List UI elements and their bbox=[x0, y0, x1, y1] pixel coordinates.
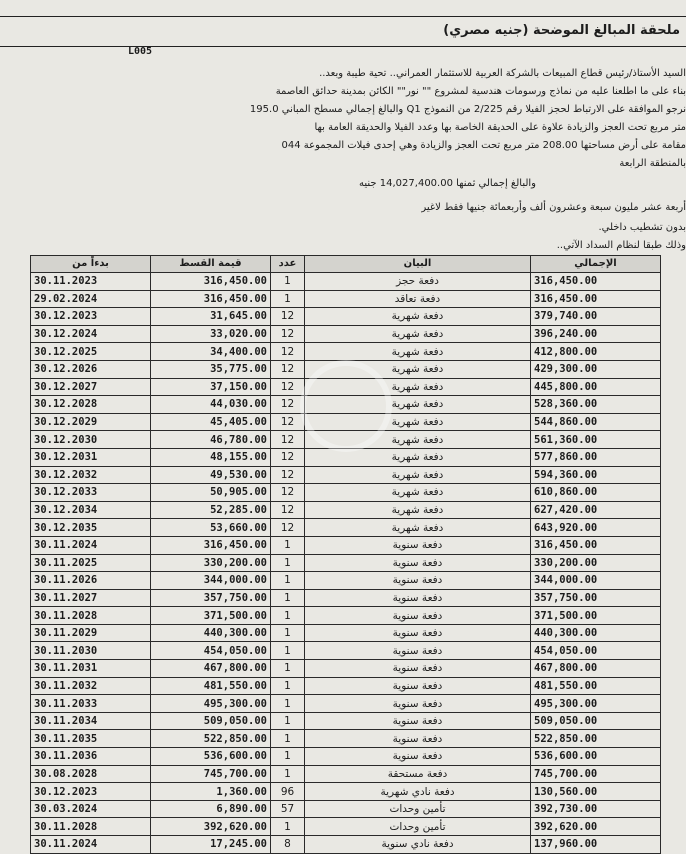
row-total: 330,200.00 bbox=[531, 554, 661, 572]
row-count: 1 bbox=[271, 624, 305, 642]
row-installment: 17,245.00 bbox=[151, 836, 271, 854]
row-count: 12 bbox=[271, 343, 305, 361]
row-installment: 50,905.00 bbox=[151, 484, 271, 502]
row-count: 1 bbox=[271, 765, 305, 783]
table-row bbox=[31, 748, 661, 766]
row-total: 371,500.00 bbox=[531, 607, 661, 625]
row-installment: 467,800.00 bbox=[151, 660, 271, 678]
row-installment: 1,360.00 bbox=[151, 783, 271, 801]
row-description: دفعة شهرية bbox=[305, 501, 531, 519]
table-row bbox=[31, 501, 661, 519]
table-row bbox=[31, 589, 661, 607]
row-count: 12 bbox=[271, 378, 305, 396]
row-total: 610,860.00 bbox=[531, 484, 661, 502]
row-total: 316,450.00 bbox=[531, 273, 661, 291]
row-installment: 330,200.00 bbox=[151, 554, 271, 572]
text-line-7: والبالغ إجمالي ثمنها 14,027,400.00 جنيه bbox=[359, 176, 536, 192]
row-installment: 33,020.00 bbox=[151, 325, 271, 343]
row-date: 30.11.2035 bbox=[31, 730, 151, 748]
row-description: دفعة سنوية bbox=[305, 554, 531, 572]
header-description: البيان bbox=[305, 256, 531, 273]
row-count: 1 bbox=[271, 748, 305, 766]
table-row bbox=[31, 783, 661, 801]
table-row bbox=[31, 308, 661, 326]
table-row bbox=[31, 818, 661, 836]
row-date: 30.11.2025 bbox=[31, 554, 151, 572]
row-total: 396,240.00 bbox=[531, 325, 661, 343]
watermark-circle bbox=[300, 360, 392, 452]
row-count: 1 bbox=[271, 290, 305, 308]
row-installment: 34,400.00 bbox=[151, 343, 271, 361]
row-count: 1 bbox=[271, 642, 305, 660]
row-count: 1 bbox=[271, 554, 305, 572]
row-description: دفعة مستحقة bbox=[305, 765, 531, 783]
document-title: ملحقة المبالغ الموضحة (جنيه مصري) bbox=[0, 16, 686, 46]
table-row bbox=[31, 325, 661, 343]
row-total: 316,450.00 bbox=[531, 536, 661, 554]
row-description: دفعة سنوية bbox=[305, 589, 531, 607]
table-row bbox=[31, 660, 661, 678]
text-line-9: بدون تشطيب داخلي. bbox=[598, 220, 686, 236]
row-description: دفعة سنوية bbox=[305, 607, 531, 625]
row-date: 30.12.2026 bbox=[31, 360, 151, 378]
table-row bbox=[31, 554, 661, 572]
row-installment: 536,600.00 bbox=[151, 748, 271, 766]
row-total: 594,360.00 bbox=[531, 466, 661, 484]
row-count: 1 bbox=[271, 273, 305, 291]
row-description: دفعة شهرية bbox=[305, 413, 531, 431]
row-installment: 6,890.00 bbox=[151, 800, 271, 818]
row-date: 30.12.2034 bbox=[31, 501, 151, 519]
text-line-8: أربعة عشر مليون سبعة وعشرون ألف وأربعمائة جنيها فقط لاغير bbox=[421, 200, 686, 216]
table-row bbox=[31, 290, 661, 308]
text-line-10: وذلك طبقا لنظام السداد الآتي.. bbox=[557, 238, 686, 254]
row-date: 30.12.2023 bbox=[31, 308, 151, 326]
row-description: دفعة سنوية bbox=[305, 712, 531, 730]
text-line-3: نرجو الموافقة على الارتباط لحجز الفيلا رقم 2/225 من النموذج Q1 والبالغ إجمالي مسطح المباني 195.0 bbox=[250, 102, 686, 118]
row-installment: 344,000.00 bbox=[151, 572, 271, 590]
row-date: 30.11.2026 bbox=[31, 572, 151, 590]
row-date: 30.12.2027 bbox=[31, 378, 151, 396]
row-total: 577,860.00 bbox=[531, 448, 661, 466]
row-count: 12 bbox=[271, 325, 305, 343]
row-total: 627,420.00 bbox=[531, 501, 661, 519]
row-count: 1 bbox=[271, 660, 305, 678]
header-total: الإجمالي bbox=[531, 256, 661, 273]
table-row bbox=[31, 800, 661, 818]
row-count: 12 bbox=[271, 466, 305, 484]
row-installment: 52,285.00 bbox=[151, 501, 271, 519]
text-line-5: مقامة على أرض مساحتها 208.00 متر مربع تحت العجز والزيادة وهي إحدى فيلات المجموعة 044 bbox=[281, 138, 686, 154]
row-date: 29.02.2024 bbox=[31, 290, 151, 308]
row-date: 30.03.2024 bbox=[31, 800, 151, 818]
row-description: دفعة سنوية bbox=[305, 624, 531, 642]
row-date: 30.12.2032 bbox=[31, 466, 151, 484]
row-installment: 316,450.00 bbox=[151, 536, 271, 554]
row-count: 1 bbox=[271, 572, 305, 590]
row-total: 643,920.00 bbox=[531, 519, 661, 537]
row-total: 357,750.00 bbox=[531, 589, 661, 607]
row-total: 392,620.00 bbox=[531, 818, 661, 836]
row-date: 30.11.2027 bbox=[31, 589, 151, 607]
row-total: 344,000.00 bbox=[531, 572, 661, 590]
header-installment: قيمة القسط bbox=[151, 256, 271, 273]
row-total: 495,300.00 bbox=[531, 695, 661, 713]
table-row bbox=[31, 624, 661, 642]
table-row bbox=[31, 730, 661, 748]
row-count: 12 bbox=[271, 519, 305, 537]
row-installment: 48,155.00 bbox=[151, 448, 271, 466]
row-count: 12 bbox=[271, 484, 305, 502]
row-description: دفعة شهرية bbox=[305, 360, 531, 378]
table-row bbox=[31, 519, 661, 537]
row-total: 412,800.00 bbox=[531, 343, 661, 361]
row-description: دفعة سنوية bbox=[305, 536, 531, 554]
row-description: دفعة شهرية bbox=[305, 378, 531, 396]
row-count: 12 bbox=[271, 448, 305, 466]
row-installment: 316,450.00 bbox=[151, 273, 271, 291]
text-line-2: بناء على ما اطلعنا عليه من نماذج ورسومات هندسية لمشروع "" نور"" الكائن بمدينة حدائق العاصمة bbox=[276, 84, 686, 100]
row-installment: 45,405.00 bbox=[151, 413, 271, 431]
row-description: دفعة سنوية bbox=[305, 695, 531, 713]
table-row bbox=[31, 677, 661, 695]
table-row bbox=[31, 572, 661, 590]
table-row bbox=[31, 607, 661, 625]
row-description: دفعة شهرية bbox=[305, 466, 531, 484]
table-row bbox=[31, 765, 661, 783]
row-total: 392,730.00 bbox=[531, 800, 661, 818]
row-total: 561,360.00 bbox=[531, 431, 661, 449]
row-total: 429,300.00 bbox=[531, 360, 661, 378]
row-total: 745,700.00 bbox=[531, 765, 661, 783]
table-row bbox=[31, 536, 661, 554]
row-description: دفعة شهرية bbox=[305, 484, 531, 502]
row-count: 1 bbox=[271, 695, 305, 713]
row-date: 30.12.2023 bbox=[31, 783, 151, 801]
table-row bbox=[31, 712, 661, 730]
row-date: 30.11.2024 bbox=[31, 536, 151, 554]
row-date: 30.11.2033 bbox=[31, 695, 151, 713]
table-row bbox=[31, 836, 661, 854]
header-count: عدد bbox=[271, 256, 305, 273]
row-installment: 44,030.00 bbox=[151, 396, 271, 414]
row-description: دفعة تعاقد bbox=[305, 290, 531, 308]
row-date: 30.12.2035 bbox=[31, 519, 151, 537]
row-date: 30.11.2028 bbox=[31, 818, 151, 836]
row-description: تأمين وحدات bbox=[305, 818, 531, 836]
row-description: دفعة نادي شهرية bbox=[305, 783, 531, 801]
row-installment: 745,700.00 bbox=[151, 765, 271, 783]
table-row bbox=[31, 466, 661, 484]
row-installment: 522,850.00 bbox=[151, 730, 271, 748]
row-description: دفعة سنوية bbox=[305, 677, 531, 695]
row-date: 30.12.2030 bbox=[31, 431, 151, 449]
row-date: 30.11.2028 bbox=[31, 607, 151, 625]
row-installment: 392,620.00 bbox=[151, 818, 271, 836]
row-total: 454,050.00 bbox=[531, 642, 661, 660]
row-total: 445,800.00 bbox=[531, 378, 661, 396]
row-installment: 35,775.00 bbox=[151, 360, 271, 378]
row-count: 12 bbox=[271, 501, 305, 519]
row-date: 30.12.2024 bbox=[31, 325, 151, 343]
row-count: 1 bbox=[271, 818, 305, 836]
row-installment: 31,645.00 bbox=[151, 308, 271, 326]
row-count: 1 bbox=[271, 607, 305, 625]
row-count: 1 bbox=[271, 712, 305, 730]
row-count: 12 bbox=[271, 360, 305, 378]
row-total: 440,300.00 bbox=[531, 624, 661, 642]
table-row bbox=[31, 273, 661, 291]
row-date: 30.12.2028 bbox=[31, 396, 151, 414]
row-date: 30.12.2033 bbox=[31, 484, 151, 502]
row-description: تأمين وحدات bbox=[305, 800, 531, 818]
row-count: 1 bbox=[271, 536, 305, 554]
row-total: 528,360.00 bbox=[531, 396, 661, 414]
row-description: دفعة سنوية bbox=[305, 660, 531, 678]
row-installment: 357,750.00 bbox=[151, 589, 271, 607]
table-row bbox=[31, 695, 661, 713]
row-count: 12 bbox=[271, 431, 305, 449]
row-installment: 316,450.00 bbox=[151, 290, 271, 308]
row-description: دفعة سنوية bbox=[305, 572, 531, 590]
row-date: 30.12.2025 bbox=[31, 343, 151, 361]
row-description: دفعة شهرية bbox=[305, 396, 531, 414]
row-total: 509,050.00 bbox=[531, 712, 661, 730]
row-count: 12 bbox=[271, 396, 305, 414]
row-count: 12 bbox=[271, 413, 305, 431]
row-total: 522,850.00 bbox=[531, 730, 661, 748]
row-total: 137,960.00 bbox=[531, 836, 661, 854]
row-count: 96 bbox=[271, 783, 305, 801]
row-installment: 371,500.00 bbox=[151, 607, 271, 625]
row-date: 30.11.2036 bbox=[31, 748, 151, 766]
table-row bbox=[31, 484, 661, 502]
row-description: دفعة شهرية bbox=[305, 519, 531, 537]
text-line-1: السيد الأستاذ/رئيس قطاع المبيعات بالشركة العربية للاستثمار العمراني.. تحية طيبة وبعد.. bbox=[319, 66, 686, 82]
row-total: 316,450.00 bbox=[531, 290, 661, 308]
row-date: 30.11.2031 bbox=[31, 660, 151, 678]
row-total: 481,550.00 bbox=[531, 677, 661, 695]
table-header-row bbox=[31, 256, 661, 273]
row-description: دفعة شهرية bbox=[305, 308, 531, 326]
row-description: دفعة شهرية bbox=[305, 325, 531, 343]
row-total: 379,740.00 bbox=[531, 308, 661, 326]
row-date: 30.11.2032 bbox=[31, 677, 151, 695]
row-date: 30.12.2031 bbox=[31, 448, 151, 466]
row-date: 30.11.2034 bbox=[31, 712, 151, 730]
row-description: دفعة نادي سنوية bbox=[305, 836, 531, 854]
row-count: 57 bbox=[271, 800, 305, 818]
row-date: 30.12.2029 bbox=[31, 413, 151, 431]
row-count: 1 bbox=[271, 589, 305, 607]
row-description: دفعة حجز bbox=[305, 273, 531, 291]
row-total: 536,600.00 bbox=[531, 748, 661, 766]
row-count: 1 bbox=[271, 730, 305, 748]
title-bottom-rule bbox=[0, 46, 686, 47]
row-installment: 454,050.00 bbox=[151, 642, 271, 660]
row-count: 12 bbox=[271, 308, 305, 326]
row-installment: 49,530.00 bbox=[151, 466, 271, 484]
row-total: 544,860.00 bbox=[531, 413, 661, 431]
text-line-4: متر مربع تحت العجز والزيادة علاوة على الحديقة الخاصة بها وعدد الفيلا والحديقة العامة بها bbox=[315, 120, 686, 136]
table-row bbox=[31, 642, 661, 660]
payment-schedule-table bbox=[30, 255, 660, 854]
row-description: دفعة شهرية bbox=[305, 448, 531, 466]
row-installment: 495,300.00 bbox=[151, 695, 271, 713]
row-count: 8 bbox=[271, 836, 305, 854]
table-row bbox=[31, 343, 661, 361]
row-description: دفعة سنوية bbox=[305, 642, 531, 660]
row-description: دفعة شهرية bbox=[305, 343, 531, 361]
row-description: دفعة سنوية bbox=[305, 730, 531, 748]
row-description: دفعة شهرية bbox=[305, 431, 531, 449]
row-date: 30.11.2029 bbox=[31, 624, 151, 642]
row-installment: 440,300.00 bbox=[151, 624, 271, 642]
header-date: بدءاً من bbox=[31, 256, 151, 273]
row-date: 30.08.2028 bbox=[31, 765, 151, 783]
row-date: 30.11.2024 bbox=[31, 836, 151, 854]
row-total: 130,560.00 bbox=[531, 783, 661, 801]
row-total: 467,800.00 bbox=[531, 660, 661, 678]
text-line-6: بالمنطقة الرابعة bbox=[619, 156, 686, 172]
row-count: 1 bbox=[271, 677, 305, 695]
reference-code: L005 bbox=[128, 46, 152, 57]
row-installment: 53,660.00 bbox=[151, 519, 271, 537]
row-installment: 46,780.00 bbox=[151, 431, 271, 449]
row-description: دفعة سنوية bbox=[305, 748, 531, 766]
row-date: 30.11.2030 bbox=[31, 642, 151, 660]
row-installment: 481,550.00 bbox=[151, 677, 271, 695]
row-installment: 509,050.00 bbox=[151, 712, 271, 730]
row-date: 30.11.2023 bbox=[31, 273, 151, 291]
row-installment: 37,150.00 bbox=[151, 378, 271, 396]
